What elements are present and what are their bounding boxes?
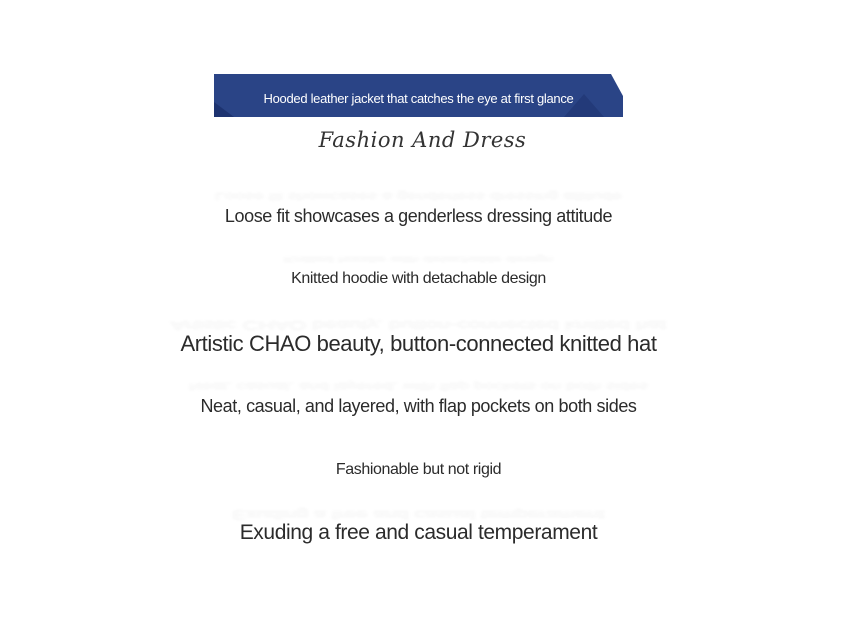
- feature-line-6: Exuding a free and casual temperament: [239, 521, 598, 544]
- reflection-ghost-1: Loose fit showcases a genderless dressing attitude: [214, 190, 623, 203]
- reflection-ghost-2: Knitted hoodie with detachable design: [283, 254, 554, 265]
- feature-line-1: Loose fit showcases a genderless dressing attitude: [224, 206, 613, 226]
- reflection-ghost-6: Exuding a free and casual temperament: [232, 507, 605, 522]
- title-banner: [214, 74, 623, 117]
- reflection-ghost-4: Neat, casual, and layered, with flap pockets on both sides: [188, 380, 649, 393]
- feature-line-5: Fashionable but not rigid: [335, 461, 502, 478]
- banner-text: Hooded leather jacket that catches the eye at first glance: [263, 91, 574, 106]
- feature-line-3: Artistic CHAO beauty, button-connected knitted hat: [180, 331, 657, 356]
- feature-line-4: Neat, casual, and layered, with flap pockets on both sides: [200, 396, 637, 416]
- reflection-ghost-3: Artistic CHAO beauty, button-connected knitted hat: [170, 317, 667, 333]
- feature-line-2: Knitted hoodie with detachable design: [291, 270, 546, 287]
- script-title: Fashion And Dress: [318, 128, 527, 152]
